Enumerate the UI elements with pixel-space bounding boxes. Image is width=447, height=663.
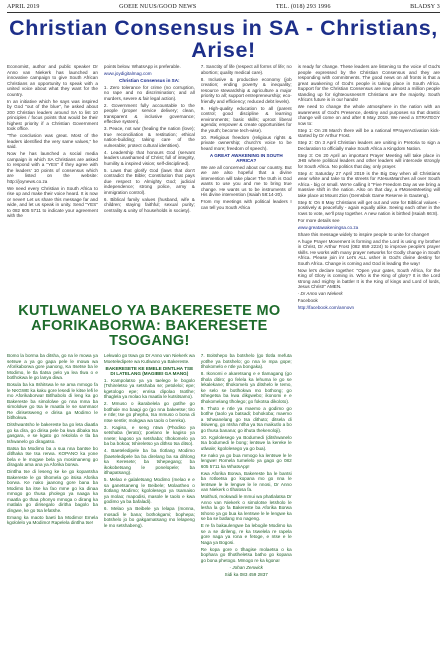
paragraph: Bomo la borma ba ditsha, go na le mowa ya setswe a ya go gapa pele le mowa wa Aforikaborwa gore jaanong, Ka Itsetse ba le Modimo, le tla tlatsa pelo ya lea tlwa o e botlhokwa le go lanya diwa. (7, 353, 98, 380)
consensus-point: 6. Biblical family values (husband, wife & children; staying faithful; sexual purity; centrality & unity of households in society). (103, 196, 195, 213)
consensus-point: 8. Ikonomi e akaretsang e e tlamagang (go tlhola ditiro; go felela ka lehuma le go se lekalekane; tlhokomelo ya ditshelo le temo, ke selo se botlhokwa mo bothong; go tshegetsa ba kwa dikgwebo; ikonomi e e tlhokomelang tlholego; go fokotsa dikoloto). (200, 371, 292, 404)
consensus-point: 1. Kampolatso ya ya taelego le bogolo (Tshireletso ya setshaba se; petoleloi; epe; kgetologo epe; enrisa dipolao tsotlhe; tlhaglela ya molao ka maatla le kutsitsamo). (103, 377, 195, 399)
paragraph: "The conclusion was great. Most of the leaders identified the very same values," he said. (7, 133, 98, 149)
setswana-subheading: BAKERESETE KE EMELE DINTLHA TSE DI LATELANG (MAGIBEI GA MANG) (105, 365, 194, 376)
consensus-point: 3. Peace, not war (healing the nation (love); true reconciliation & restitution; ethical nation-building; taking care of the vulnerable; protect cultural identities). (103, 126, 195, 148)
consensus-point: 6. Melao ya Beibele ya lelapa (monna, mosadi le bana; bothokgami; bophepa; botshelo jo bo gakgamatsang mo lelapeng le mo setshabeng). (103, 506, 195, 528)
consensus-point: 9. High-quality education to all (parent control; good discipline & learning environments; basic skills; uproot liberal agenda; empower & create opportunities for the youth; become tech-wise). (200, 105, 292, 133)
paragraph: Re kopa gore o tlhagise molaetsa o ka bophara go tlhotlheletsa batho go kopana go bona phetogo. Mmogo re ka kgona! (200, 546, 292, 563)
awakening-heading: A GREAT AWAKENING IN SOUTH AFRICA? (209, 152, 283, 163)
paragraph: From my meetings with political leaders I can tell you South Africa (200, 199, 292, 210)
author-signature: Facebook (297, 298, 318, 303)
consensus-point: 4. Leadership that honours God (servant leaders unashamed of Christ; full of integrity, humility & inspired vision; self-disciplined). (103, 149, 195, 166)
paragraph: We are all concerned about our country. But we are also hopeful that a divine intervention will take place! The truth is God wants to use you and me to bring true change. He wants us to be instruments of His divine intervention (Isaiah 58:14-20). (200, 164, 292, 197)
paragraph: Kwa Aforika Borwa, Bakereste ba le bantsi ba rotloetsa go kopana mo go nna le lentswe le le lengwe le le nnosi, Dr Anno van Niekerk o tlhalosa fa. (200, 470, 292, 492)
paragraph: Step 2: On 3 April Christian leaders are uniting in Pretoria to sign a Declaration to officially make South Africa a Kingdom Nation. (297, 140, 440, 151)
paragraph: Economist, author and public speaker Dr Anno van Niekerk has launched an innovative campaign to give South African Christians an opportunity to speak with a united voice about what they want for the country. (7, 64, 98, 97)
consensus-point: 5. Laws that glorify God (laws that don't contradict the Bible; Constitution that pays due respect to Almighty God; judicial independence; strong police, army & immigration control). (103, 167, 195, 195)
issue-date: APRIL 2019 (7, 4, 40, 10)
setswana-columns (7, 353, 292, 663)
paragraph: Step 4: Saturday 27 April 2019 is the Big Day when all Christians wear white and take to the streets for #JesusMarches all over South Africa - big or small. We're calling it "Five Freedom Day as we bring a massive shift in the nation. Also on that day, a #MosesMeeting will take place at Mount Zion (Gemsbok Game Reserve in Gauteng). (297, 170, 440, 198)
english-col-2 (104, 64, 195, 301)
consensus-point: 8. Inclusive & productive economy (job creation; ending poverty & inequality; resource stewardship & agriculture a major priority to all; support entrepreneurship; eco-friendly and efficiency; reduced debt levels). (200, 76, 292, 104)
consensus-point: 3. Kagiso, e seng ntwa (Phodiso ya setshaba (lerato); poelano le kagiso ya nnete; kagoso ya setshaba; tlhokomelo ya ba ba bokoa; tshireletso ya dithso tsa ditso). (103, 424, 195, 446)
english-columns (7, 64, 292, 301)
signature-phone: Sidi ka 083 459 2837 (224, 571, 268, 577)
website-link[interactable]: www.joydigitalmag.com (103, 71, 152, 76)
paragraph: Emang ka maoto baeti ba Modimo! Emela kgololelo ya Modimo! Rapelela dintlha tse! (7, 514, 98, 525)
consensus-point: 1. Zero tolerance for crime (no corruption, no rape and no discrimination; and all murders, severe & fair legal action). (103, 84, 195, 101)
setswana-col-2 (104, 353, 195, 663)
afrikaans-title: KUTLWANELO YA BAKERESETE MO AFORIKABORWA: BAKERESETE TSOGANG! (18, 303, 281, 349)
consensus-heading: Christian Consensus in SA: (119, 78, 180, 83)
setswana-col-1 (7, 353, 98, 663)
consensus-point: 7. Sanctity of life (respect all forms of life; no abortion; quality medical care). (200, 64, 292, 75)
consensus-point: 5. Melao e galaletsang Modimo (melao e e sa ganetsaneng le Beibele; Molaotheo o tlotlang Modimo; kgololesego ya tsamaiso ya molao; mapodisi, masole le taolo e kwa godimo ya ba bafaladi). (103, 477, 195, 504)
paragraph: Ditshwantsho le bakereste ba go leta diaatla go ka dira, go dirisa pele ba kwa dibaka tsa gasgara, e se kgato go rekolola e tla ba tshwanelo go diragatso. (7, 422, 98, 444)
english-col-1 (7, 64, 98, 301)
paragraph: We need every Christian in South Africa to rise up and make their voice heard. It is now or never! Let us share this message far and wide, and let us speak in unity. Send "YES" to 082 605 5711 to indicate your agreement with the (7, 185, 98, 218)
paragraph: points below. WhatsApp is preferable. (103, 64, 181, 69)
paragraph: Bosula ba ka Itshitswa le se ama mmogo fa le NKGWE ka kaku gore lesedi le kitse lefi le mo Aforikaborwa! Bitlhabolo di leng ka go Bakereste ba simololwe go nna mma ba simololwe go tsa le maatla le se sammao! Re dirisetsweng e dirisa ga Modimo le bitlhokwa. (7, 382, 98, 420)
declaration: - Dr Anno van Niekerk (297, 291, 343, 296)
paragraph: We need to change the whole atmosphere in the nation with an awareness of God's Presence, destiny and purposes so that drastic change will come on and after 8 May 2019. We need a STRATEGY now to: (297, 104, 440, 126)
paragraph: E re fa bakaulengwe ba lebogile Modimo ka se a se dirileng, re ka tswelela re rapela gore naga ya rona e fetoge, e ntse e le Naga ya Bogosi. (200, 523, 292, 545)
paragraph: For more details see (297, 217, 340, 223)
paragraph: In an initiative which he says was inspired by God "out of the blue", he asked about 200 Christian leaders around SA to list 10 principles / focus points that would be their highest priority if a Christian Government took office. (7, 98, 98, 131)
english-col-4 (298, 64, 440, 663)
website-link[interactable]: www.greatawakeningsa.co.za (297, 224, 359, 230)
page-number: BLADSY 3 (410, 4, 440, 10)
publication-name: GOEIE NUUS/GOOD NEWS (119, 4, 197, 10)
paragraph: Step 3: On 20 April an important Prayer Meeting will take place in JHB where political leaders and other leaders will intercede strongly for South Africa. No politics that day, only prayer. (297, 152, 440, 169)
english-col-3 (201, 64, 292, 301)
article-body (7, 64, 440, 663)
paragraph: Ke nako ya go bua mmogo ka lentswe le le lengwe! Romela tumelelo ya gago go 082 605 5711 ka WhatsApp! (200, 452, 292, 469)
paragraph: Step 5: On 8 May Christians will get out and vote for Biblical values - positively & peacefully - again equally alike. Seeing each other in the rows to vote, we'll pray together. A new nation is birthed (Isaiah 66:8). (297, 199, 440, 216)
left-block (7, 64, 292, 663)
consensus-point: 9. Thuto e ntle ya maemo a godimo go botlhe (taolo ya batsadi; bohokoba; maemo a tshwanelang go tsa dithuto; ditsela di itsiweng, go ntsha ntlha ya tsa maikutlo a bo go thusa banana; go ithuta thekenoloji). (200, 405, 292, 433)
paragraph: Dintlha tse di leseng ke ke go kopantsha Bakereste le go tihomela go itsisa Aforika borwa. Ke nako jaanong gore bana ba Modimo ba itse ka fao mme go ka dinaa mmogo go thusa pholego ya naaga ka maatla go thaa phonyo mmoga o dirang ka matlala go dirisegalo diritha bagolo ba dingwe, ke go tsa lefatshe. (7, 469, 98, 513)
paragraph: Batsa ba Modimo ba a sua nna bantse bo ditlhaka tse tsa rerwa. KOPANO ka yone bela e le mogwe bela ya mosimaneng go diragalo ama ana ya Aforika borwa. (7, 445, 98, 467)
consensus-point: 2. Government fully accountable to the people (proper service delivery; clean, transparent & inclusive governance; effective system). (103, 102, 195, 124)
paragraph: is ready for change. These leaders are listening to the voice of God's people expressed by the Christian Consensus and they are responding with commitments. The good news on all fronts is that a great awakening of God's people is taking place in South Africa. Support for the Christian Consensus are now almost a million people standing up for righteousness!!! Christians are the majority. South Africa's future is in our hands! (297, 64, 440, 102)
facebook-label[interactable]: http://facebook.com/annovn (297, 305, 355, 310)
page-header (7, 4, 440, 13)
paragraph: Moithuti, mokwadi le mmui wa phatlalatsa Dr Anno van Niekerk o simolotse letsholo le lesha la go fa Bakereste ba Aforika Borwa tshono ya go bua ka lentswe le le lengwe ka se ba se batlang mo nageng. (200, 494, 292, 521)
setswana-col-3 (201, 353, 292, 663)
paragraph: Lekwalo go tswa go Dr Anno van Niekerk wa MoeteledipeIe wa Kutlwano ya Bakereste. (103, 353, 195, 364)
consensus-point: 4. Baeteledipele ba ba tlotlang Modimo (baeteledipele ba ba direlang ba sa dihlong ka Keresete; ba tshepegang; ba ikokobetsang le ponelopele; ba itlhapatsang). (103, 448, 195, 475)
telephone: TEL. (018) 293 1996 (275, 4, 331, 10)
paragraph: Step 1: On 28 March there will be a national #PrayerActivation kick-started by Dr Arthur Frost. (297, 127, 440, 138)
consensus-point: 10. Kgololesego ya Bodumedi (ditshwanelo tsa bodumedi le bong; lentswe la kereke le utlwale; kgololesego ya go bua). (200, 434, 292, 451)
consensus-point: 10. Religious freedom (religious rights & private ownership; church's voice to be heard more; freedom of speech). (200, 134, 292, 151)
consensus-point: 7. Boitshepo ba botshelo (go tlotla mefuta yotlhe ya botshelo; go nna le mpa gope; tlhokomelo e ntle ya bongaka). (200, 353, 292, 369)
paragraph: Share this message widely to inspire people to unite for change!! (297, 231, 430, 237)
paragraph: Now let's declare together: "Open your gates, South Africa, for the King of Glory is coming in. Who is the King of glory? It is the Lord strong and mighty in battle! It is the King of kings and Lord of lords, Jesus Christ!" AMEN. (297, 267, 440, 289)
paragraph: Now he has launched a social media campaign in which SA Christians are asked to respond with a "YES" if they agree with the leaders' 10 points of consensus which are listed on the website: http://joynews.co.za (7, 151, 98, 184)
article-title: Christian Consensus in SA - Christians, Arise! (9, 16, 438, 62)
paragraph: A huge Prayer Movement is forming and the Lord is using my brother in Christ, Dr Arthur Frost (082 659 2224) to improve people's prayer skills. He works with many prayer networks for Godly change in South Africa. Please join in! Let's ALL usher in God's divine destiny for South Africa. Change is coming and God is leading the way! (297, 238, 440, 266)
signature: - Johan Zenwick (229, 564, 263, 570)
consensus-point: 2. Mmuso o ikarabelela go gotlhe go botlhale mo baagi go (go nna bakeetse; tiro e ntle; tse go phepha, tsa mmuso o bona di ntse sentle; mokgwa wa taolo o bereka). (103, 401, 195, 423)
